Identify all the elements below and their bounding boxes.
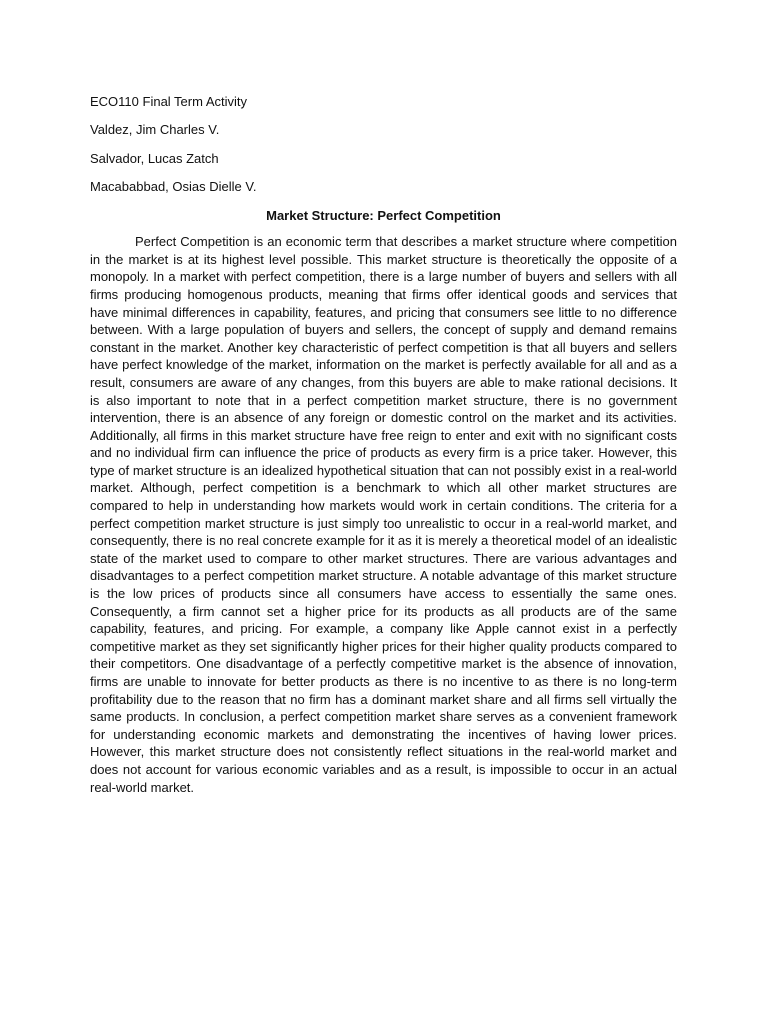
document-page (90, 93, 677, 796)
body-paragraph: Perfect Competition is an economic term that describes a market structure where competition in the market is at its highest level possible. This market structure is theoretically the opposite of a monopoly. In a market with perfect competition, there is a large number of buyers and sellers with all firms producing homogenous products, meaning that firms offer identical goods and services that have minimal differences in capability, features, and pricing that consumers see little to no difference between. With a large population of buyers and sellers, the concept of supply and demand remains constant in the market. Another key characteristic of perfect competition is that all buyers and sellers have perfect knowledge of the market, information on the market is perfectly available for all and as a result, consumers are aware of any changes, from this buyers are able to make rational decisions. It is also important to note that in a perfect competition market structure, there is no government intervention, there is an absence of any foreign or domestic control on the market and its activities. Additionally, all firms in this market structure have free reign to enter and exit with no significant costs and no individual firm can influence the price of products as every firm is a price taker. However, this type of market structure is an idealized hypothetical situation that can not possibly exist in a real-world market. Although, perfect competition is a benchmark to which all other market structures are compared to help in understanding how markets would work in certain conditions. The criteria for a perfect competition market structure is just simply too unrealistic to occur in a real-world market, and consequently, there is no real concrete example for it as it is merely a theoretical model of an idealistic state of the market used to compare to other market structures. There are various advantages and disadvantages to a perfect competition market structure. A notable advantage of this market structure is the low prices of products since all consumers have access to essentially the same ones. Consequently, a firm cannot set a higher price for its products as all products are of the same capability, features, and pricing. For example, a company like Apple cannot exist in a perfectly competitive market as they set significantly higher prices for their higher quality products compared to their competitors. One disadvantage of a perfectly competitive market is the absence of innovation, firms are unable to innovate for better products as there is no incentive to as there is no long-term profitability due to the reason that no firm has a dominant market share and all firms sell virtually the same products. In conclusion, a perfect competition market share serves as a convenient framework for understanding economic markets and demonstrating the incentives of having lower prices. However, this market structure does not consistently reflect situations in the real-world market and does not account for various economic variables and as a result, is impossible to occur in an actual real-world market. (90, 234, 677, 795)
author-line: Salvador, Lucas Zatch (90, 150, 219, 166)
author-line: Macababbad, Osias Dielle V. (90, 179, 257, 195)
document-title: Market Structure: Perfect Competition (266, 207, 501, 223)
author-line: Valdez, Jim Charles V. (90, 122, 220, 138)
course-line: ECO110 Final Term Activity (90, 94, 248, 109)
